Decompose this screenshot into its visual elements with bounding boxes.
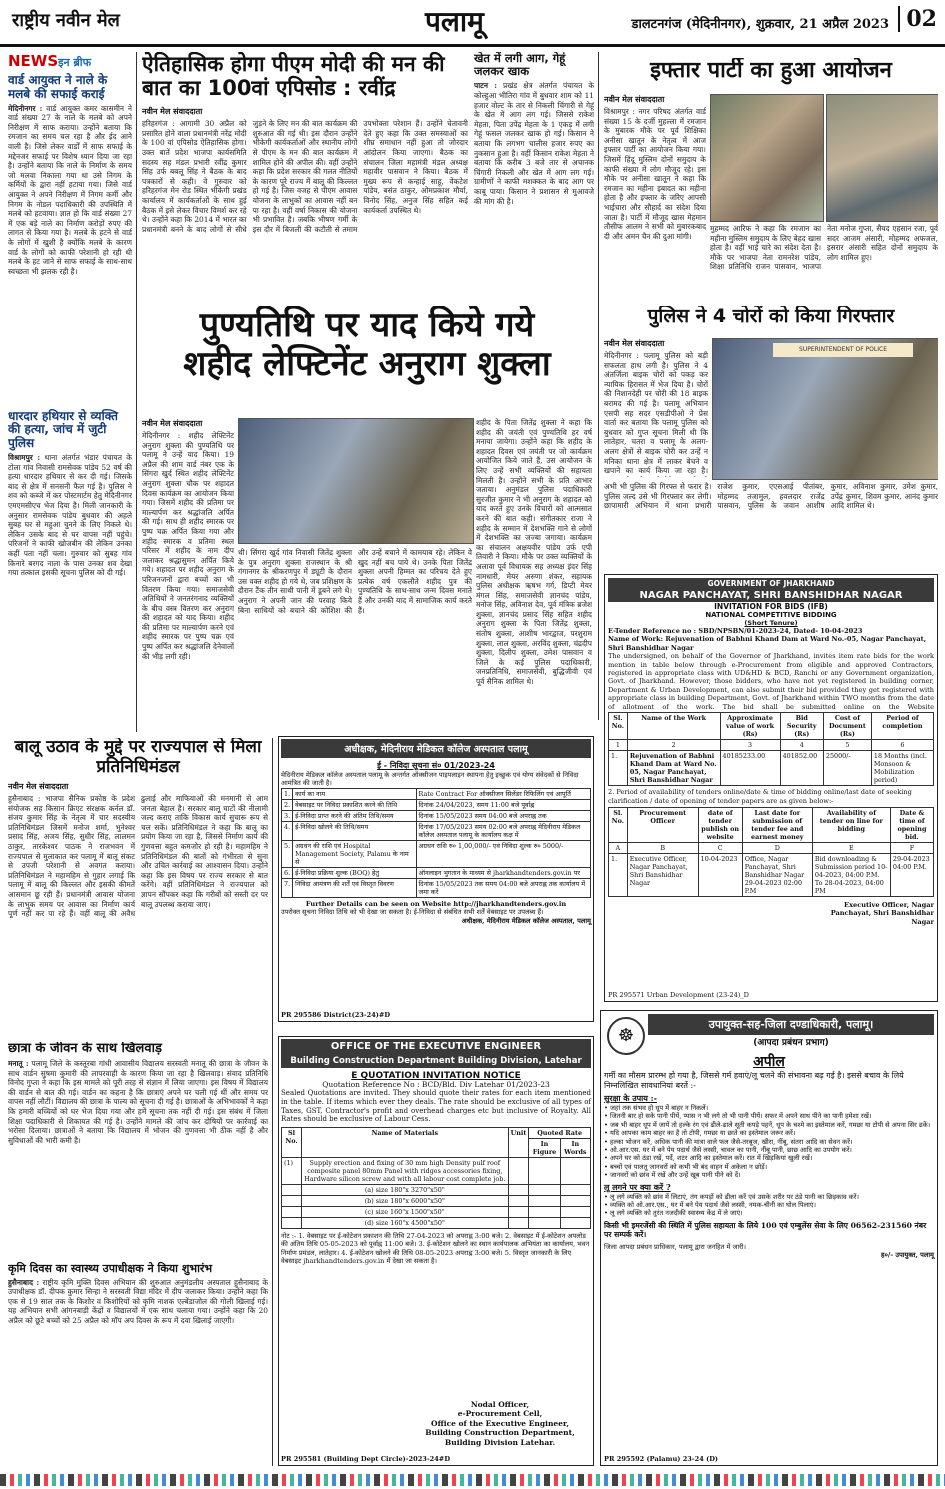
bld-r2-c1: (b) size 180"x 6000"x50" bbox=[301, 1195, 508, 1206]
building-quotation-ad bbox=[278, 1036, 594, 1466]
jh-t1-h4: Cost of Document (Rs) bbox=[823, 713, 871, 740]
mann-ki-baat-article bbox=[142, 52, 468, 302]
bld-notes: नोट :- 1. वेबसाइट पर ई-कोटेशन प्रकाशन की तिथि 27-04-2023 को अपराह्न 3:00 बजे। 2. वेबसाइट में ई-कोटेशन अपलोड की अंतिम तिथि 05-05-2023 को पूर्वाह्न 11:00 बजे। 3. ई-कोटेशन खोलने का स्थान कार्यपालक अभियंता का कार्यालय, भवन निर्माण प्रमंडल, लातेहार। 4. ई-कोटेशन खोलने की तिथि 08-05-2023 अपराह्न 3:00 बजे। 5. विस्तृत जानकारी के लिए वेबसाइट jharkhandtenders.gov.in में देखा जा सकता है। bbox=[281, 1231, 590, 1265]
bld-h3: Quoted Rate bbox=[529, 1127, 591, 1138]
police-headline: पुलिस ने 4 चोरों को किया गिरफ्तार bbox=[647, 306, 895, 327]
dc-b1-3: यदि आपका काम बाहर का है तो टोपी, गमछा या छाते का इस्तेमाल जरूर करें। bbox=[610, 1129, 796, 1138]
police-body: मेदिनीनगर : पलामू पुलिस को बड़ी सफलता हाथ लगी है। पुलिस ने 4 अंतर्जिला बाइक चोरों को पकड़ कर न्यायिक हिरासत में भेज दिया है। चोरों की निशानदेही पर चोरी की 18 बाइक बरामद की गई है। पलामू अभियान एसपी सह सदर एसडीपीओ ने प्रेस वार्ता कर बताया कि पलामू पुलिस को बुधवार को गुप्त सूचना मिली थी कि लातेहार, चतरा व पलामू के अलग-अलग क्षेत्रों से बाइक चोरी कर उन्हें न मनिका थाना क्षेत्र में लाकर बेचने व खपाने का कार्य किया जा रहा है। bbox=[604, 351, 708, 476]
jh-t2-i2: C bbox=[698, 843, 742, 854]
jh-gov: GOVERNMENT OF JHARKHAND bbox=[608, 578, 934, 589]
iftar-text-col bbox=[604, 94, 706, 294]
bld-ref: Quotation Reference No : BCD/Bld. Div Latehar 01/2023-23 bbox=[322, 1080, 550, 1089]
column-rule bbox=[272, 738, 273, 1466]
bld-r2-c2 bbox=[508, 1195, 529, 1206]
jh-t1-c0: 1. bbox=[609, 751, 628, 786]
med-r6-c2: दिनांक 15/05/2023 तक समय 04:00 बजे अपराह्न तक कार्यालय में जमा करें bbox=[416, 878, 590, 897]
med-title: अधीक्षक, मेदिनीराय मेडिकल कॉलेज अस्पताल पलामू bbox=[281, 739, 591, 758]
news-brief-logo bbox=[8, 52, 132, 70]
med-sign: अधीक्षक, मेदिनीराय मेडिकल कॉलेज अस्पताल, पलामू bbox=[461, 916, 591, 925]
list-item: • जानवरों को छांव में रखें और उन्हें खूब पानी पीने को दें। bbox=[604, 1171, 741, 1180]
dc-b1-8: जानवरों को छांव में रखें और उन्हें खूब पानी पीने को दें। bbox=[610, 1171, 741, 1180]
jh-sign: Executive Officer, Nagar Panchayat, Shri Banshidhar Nagar bbox=[830, 901, 934, 926]
jh-t2-c5: 29-04-2023 04:00 P.M. bbox=[890, 854, 933, 897]
dc-b1-4: हल्का भोजन करें, अधिक पानी की मात्रा वाले फल जैसे-तरबूज, खीरा, नींबू, संतरा आदि का सेवन करें। bbox=[610, 1137, 853, 1146]
jh-t2-c1: Executive Officer, Nagar Panchayat, Shri Banshidhar Nagar bbox=[627, 854, 698, 897]
jh-intro: The undersigned, on behalf of the Governor of Jharkhand, invites item rate bids for the work mention in table below through e-Procurement from eligible and approved Contractors, registered in appropriate class with UD&HD & BCD, Ranchi or any Government organization, Govt. of Jharkhand. However, those bidders, who have not yet registered in building corner, Department & Urban Development, can also submit their bid provided they get registered with appropriate class in building Department, Govt. of Jharkhand within TWO months from the date of allotment of the work. The bid shall be submitted online on the Website bbox=[608, 652, 934, 711]
jh-t1-h5: Period of completion bbox=[871, 713, 933, 740]
med-r6-c0: 7. bbox=[282, 878, 293, 897]
jh-t2-h4: Availability of tender on line for bidding bbox=[812, 808, 890, 843]
list-item: • जितनी बार हो सके पानी पीयें, प्यास न भी लगे तो भी पानी पीयें। सफर में अपने साथ पीने का पानी हमेशा रखें। bbox=[604, 1112, 872, 1121]
jh-t1-h0: Sl. No. bbox=[609, 713, 628, 740]
med-r2-c0: 3. bbox=[282, 810, 293, 821]
bld-h0: Sl No. bbox=[282, 1127, 302, 1157]
dc-appeal: अपील bbox=[753, 1054, 785, 1070]
dc-intro: गर्मी का मौसम प्रारम्भ हो गया है, जिससे गर्म हवाएं/लू चलने की संभावना बढ़ गई है। इससे बचाव के लिये निम्नलिखित सावधानियां बरतें :- bbox=[604, 1071, 904, 1090]
dc-b2-1: व्यक्ति को ओ.आर.एस., घर में बने पेय पदार्थ जैसे लस्सी, नमक-चीनी का घोल पिलाएं। bbox=[610, 1201, 816, 1210]
med-r5-c1: ई-निविदा प्रक्रिया शुल्क (BOQ) हेतु bbox=[293, 867, 416, 878]
bld-r0-c0: (1) bbox=[282, 1157, 302, 1184]
bld-r2-c0 bbox=[282, 1195, 302, 1206]
jh-work-name: Name of Work: Rejuvenation of Babhni Khand Dam at Ward No.-05, Nagar Panchayat, Shri Banshidhar Nagar bbox=[608, 635, 926, 652]
brief-text-2: थाना अंतर्गत भंडार पंचायत के टोला गांव निवासी रामसेवक पांडेय 52 वर्ष की हत्या धारदार हथियार से कर दी गई। जिसके बाद से क्षेत्र में सनसनी फैल गई है। पुलिस ने शव को कब्जे में कर पोस्टमार्टम हेतु मेदिनीनगर एमएमसीएच भेज दिया है। मिली जानकारी के अनुसार रामसेवक पांडेय बुधवार की अहले सुबह घर से महुआ चुनने के लिए निकले थे। लेकिन उसके बाद से घर वापस नहीं पहुंचे। परिजनों ने काफी खोजबीन की लेकिन उनका कहीं पता नहीं चला। गुरुवार को सुबह गांव किनारे बरगद नाला के पास उनका शव देखा गया तत्काल इसकी सूचना पुलिस को दी गई। bbox=[8, 452, 132, 578]
jh-t2-i3: D bbox=[742, 843, 812, 854]
jharkhand-tender-ad bbox=[604, 574, 938, 1002]
med-r2-c2: दिनांक 15/05/2023 समय 04:00 बजे अपराह्न तक bbox=[416, 810, 590, 821]
med-r5-c0: 6. bbox=[282, 867, 293, 878]
table-row bbox=[282, 788, 591, 799]
table-row bbox=[282, 1184, 591, 1195]
dc-section2: लू लगने पर क्या करें ? bbox=[604, 1181, 671, 1192]
jh-t1-i1: 2 bbox=[627, 740, 720, 751]
table-row bbox=[282, 840, 591, 867]
jh-t2-i4: E bbox=[812, 843, 890, 854]
med-r6-c1: निविदा आमंत्रण की शर्तें एवं विस्तृत विवरण bbox=[293, 878, 416, 897]
med-r3-c2: दिनांक 17/05/2023 समय 02:00 बजे अपराह्न मेदिनीराय मेडिकल कॉलेज अस्पताल पलामू के कार्यालय कक्ष में bbox=[416, 821, 590, 840]
dc-bullets-2 bbox=[604, 1193, 934, 1218]
worm-day-text: राष्ट्रीय कृमि मुक्ति दिवस अभियान की शुरुआत अनुमंडलीय अस्पताल हुसैनाबाद के उपाधीक्षक डॉ. दीपक कुमार सिन्हा ने सरस्वती विद्या मंदिर में दीप जलाकर किया। उन्होंने कहा कि एक से 19 साल तक के किशोर व किशोरियों को कृमि नाशक एल्बेंडाजोल की गोली खिलाई गई। यह अभियान सभी आंगनबाड़ी केंद्रों व विद्यालयों में एक साथ चलाया गया। उन्होंने कहा कि 20 अप्रैल को छूटे बच्चों को 25 अप्रैल को मॉप अप दिवस के रूप में दवा खिलाई जाएगी। bbox=[8, 1277, 268, 1325]
brief-byline-2: विश्रामपुर : bbox=[8, 452, 41, 462]
mann-ki-baat-body: हरिहरगंज : आगामी 30 अप्रैल को प्रसारित होने वाला प्रधानमंत्री नरेंद्र मोदी के 100 वां एपिसोड ऐतिहासिक होगा। उक्त बातें प्रदेश भाजपा कार्यसमिति सदस्य सह मंडल प्रभारी रवींद्र कुमार सिंह उर्फ बबलू सिंह ने बैठक के बाद पत्रकारों से कही। वे गुरुवार को हरिहरगंज मेन रोड स्थित भीकेगी प्रखंड कार्यालय में कार्यकर्ताओं के साथ हुई बैठक में इसे लेकर विचार विमर्श कर रहे थे। उन्होंने कहा कि 2014 में भारत का प्रधानमंत्री बनने के बाद लोगों से सीधे जुड़ने के लिए मन की बात कार्यक्रम की शुरुआत की गई थी। इस दौरान उन्होंने भीकेगी कार्यकर्ताओं और स्थानीय लोगों से पीएम के मन की बात कार्यक्रम में शामिल होने की अपील की। वहीं उन्होंने कहा कि प्रदेश सरकार की गलत नीतियों के कारण पूरे राज्य में बालू की किल्लत हो गई है। जिस वजह से पीएम आवास योजना के लाभुकों का आवास नहीं बन पा रहा है। वहीं वर्षा निकास की योजना भी प्रभावित है। जबकि भीषण गर्मी के इस दौर में बिजली की कटौती से तमाम उपभोक्ता परेशान हैं। उन्होंने चेतावनी देते हुए कहा कि उक्त समस्याओं का शीघ्र समाधान नहीं हुआ तो जोरदार आंदोलन किया जाएगा। बैठक का संचालन जिला महामंत्री मंडल अध्यक्ष महावीर पासवान ने किया। बैठक में मुख्य रूप से कन्हाई साहू, वेंकटेश पांडेय, बसंत ठाकुर, ओमप्रकाश मौर्या, विनोद सिंह, अनुज सिंह सहित कई कार्यकर्ता उपस्थित थे। bbox=[142, 119, 468, 234]
bld-r0-c2 bbox=[508, 1157, 529, 1184]
bld-sign bbox=[415, 1400, 585, 1447]
jh-t1-h3: Bid Security (Rs) bbox=[780, 713, 823, 740]
section-title: पलामू bbox=[425, 5, 484, 38]
sand-body: हुसैनाबाद : भाजपा सैनिक प्रकोष्ठ के प्रदेश संयोजक सह किसान क्रिएट संरक्षक कर्नल डॉ. संजय कुमार सिंह के नेतृत्व में चार सदस्यीय प्रतिनिधिमंडल जिसमें मनोज शर्मा, भुनेश्वर प्रसाद सिंह, अजय सिंह, सुधीर सिंह, लालमन ठाकुर, तारकेश्वर पाठक ने राजभवन में राज्यपाल से मुलाकात कर पलामू में बालू संकट से उपजी परेशानी से अवगत कराया। प्रतिनिधिमंडल ने महामहिम से गुहार लगाई कि पलामू में बालू की किल्लत और इसकी कीमतें आसमान छू रही हैं। प्रधानमंत्री आवास योजना के लाभुक समय पर आवास का निर्माण कार्य पूर्ण नहीं कर पा रहे हैं। वहीं बालू की अवैध ढुलाई और माफियाओं की मनमानी से आम जनता बेहाल है। सरकार बालू घाटों की नीलामी जल्द कराए ताकि विकास कार्य सुचारू रूप से चल सकें। प्रतिनिधिमंडल ने कहा कि बालू का प्रयोग किया जा रहा है, जिससे निर्माण कार्य की गुणवत्ता बहुत कमजोर हो रही है। महामहिम ने प्रतिनिधिमंडल की बातों को गंभीरता से सुना और उचित कार्रवाई का आश्वासन दिया। उन्होंने कहा कि इस विषय पर राज्य सरकार से बात करेंगे। वहीं प्रतिनिधिमंडल ने राज्यपाल को ज्ञापन सौंपकर कहा कि गरीबों को सस्ती दर पर बालू उपलब्ध कराया जाए। bbox=[8, 794, 268, 919]
jh-t1-h1: Name of the Work bbox=[627, 713, 720, 740]
jh-t2-i1: B bbox=[627, 843, 698, 854]
jh-invite: INVITATION FOR BIDS (IFB) bbox=[714, 602, 828, 611]
jh-t1-c4: 25000/- bbox=[823, 751, 871, 786]
wheat-fire-text: प्रखंड क्षेत्र अंतर्गत पंचायत के कोल्हुआ भीतिरा गांव में बुधवार शाम को 11 हजार वोल्ट के तार से निकली चिंगारी से गेहूं के खेत में आग लग गई। जिससे राकेश मेहता, पिता उपेंद्र मेहता के 1 एकड़ में लगी गेहूं फसल जलकर खाक हो गई। किसान ने बताया कि लगभग चालीस हजार रुपए का नुकसान हुआ है। वहीं किसान राकेश मेहता ने बताया कि करीब 3 बजे तार से अचानक चिंगारी निकली और खेत में आग लग गई। ग्रामीणों ने काफी मशक्कत के बाद आग पर काबू पाया। किसान ने प्रशासन से मुआवजे की मांग की है। bbox=[474, 81, 594, 206]
mann-ki-baat-headline: ऐतिहासिक होगा पीएम मोदी की मन की बात का 100वां एपिसोड : रवींद्र bbox=[142, 52, 445, 101]
anurag-photo bbox=[238, 418, 474, 544]
bld-r3-c1: (c) size 160"x 1500"x50" bbox=[301, 1206, 508, 1217]
med-pr: PR 295586 District(23-24)#D bbox=[281, 1010, 391, 1019]
bld-r1-c1: (a) size 180"x 3270"x50" bbox=[301, 1184, 508, 1195]
med-r0-c0: 1. bbox=[282, 788, 293, 799]
jh-ncb: NATIONAL COMPETITIVE BIDDING bbox=[705, 611, 837, 619]
medical-tender-ad bbox=[278, 736, 594, 1022]
list-item: • ओ.आर.एस. घर में बने पेय पदार्थ जैसे लस्सी, चावल का पानी, नींबू पानी, छाछ आदि का उपयोग करें। bbox=[604, 1146, 852, 1155]
worm-day-byline: हुसैनाबाद : bbox=[8, 1277, 40, 1287]
bld-r4-c2 bbox=[508, 1217, 529, 1228]
bld-r3-c4 bbox=[560, 1206, 590, 1217]
table-row bbox=[282, 821, 591, 840]
jh-note2: 2. Period of availability of tenders online/date & time of bidding online/last date of seeking clarification / date of opening of tender papers are as given below:- bbox=[608, 788, 912, 805]
med-r1-c2: दिनांक 24/04/2023, समय 11:00 बजे पूर्वाह्न bbox=[416, 799, 590, 810]
dc-b1-6: अपने घर को ठंडा रखें, पर्दे, शटर आदि का इस्तेमाल करें। रात में खिड़कियां खुली रखें। bbox=[610, 1154, 813, 1163]
iftar-body: विश्रामपुर : नगर परिषद अंतर्गत वार्ड संख्या 15 के दर्जी मुहल्ला में रमजान के मुबारक मौके पर पूर्व शिक्षिका अनीसा खातून के नेतृत्व में आज इफ्तार पार्टी का आयोजन किया गया। जिसमें हिंदू मुस्लिम दोनों समुदाय के काफी संख्या में लोग मौजूद रहे। इस मौके पर अनीसा खातून ने कहा कि रमजान का महीना इबादत का महीना होता है और इफ्तार के जरिए आपसी भाईचारा और सौहार्द का संदेश दिया जाता है। पार्टी में मौजूद खास मेहमान तौसीफ आलम ने सभी को मुबारकबाद दी और अमन चैन की दुआ मांगी। bbox=[604, 107, 706, 241]
med-subtitle: ई - निविदा सूचना सं० 01/2023-24 bbox=[377, 761, 495, 770]
iftar-photo-2 bbox=[826, 94, 938, 222]
table-row bbox=[609, 751, 934, 786]
brief-text-1: वार्ड आयुक्त कमर कासमीन ने वार्ड संख्या 27 के नाले के मलबे को अपने निरीक्षण में साफ कराया। उन्होंने बताया कि रमजान का समय चल रहा है और ईद आने वाली है। जिसे लेकर वार्डों में साफ सफाई के मद्देनजर सफाई पर विशेष ध्यान दिया जा रहा है। उन्होंने बताया कि नाले के निर्माण के समय जो मलवा निकाला गया था उसे निगम के कर्मियों के द्वारा नहीं हटाया गया। जिसे वार्ड आयुक्त ने अपने निरीक्षण में निगम कर्मी और निगम के नोडल पदाधिकारी की उपस्थिति में मलबे को हटवाया। ज्ञात हो कि वार्ड संख्या 27 में एक बड़े नाले का निर्माण करोड़ों रुपए की लागत से किया गया है। मलबे के हटने से वार्ड के लोगों में खुशी है क्योंकि मलबे के कारण वार्ड के लोगों को काफी परेशानी हो रही थी मलबे के हट जाने से साफ सफाई के साथ-साथ स्वच्छता भी झलक रही है। bbox=[8, 103, 132, 276]
table-row bbox=[609, 854, 934, 897]
jh-t2-c4: Bid downloading & Submission period 10-04-2023, 04:00 P.M. To 28-04-2023, 04:00 PM bbox=[812, 854, 890, 897]
list-item: • लू लगे व्यक्ति को तुरंत नजदीकी स्वास्थ्य केंद्र में ले जाएं। bbox=[604, 1209, 743, 1218]
iftar-headline: इफ्तार पार्टी का हुआ आयोजन bbox=[650, 58, 892, 83]
bld-r1-c4 bbox=[560, 1184, 590, 1195]
bld-r2-c3 bbox=[529, 1195, 560, 1206]
emblem-icon: ☸ bbox=[607, 1017, 645, 1055]
table-row bbox=[282, 799, 591, 810]
med-r3-c0: 4. bbox=[282, 821, 293, 840]
jh-pr: PR 295571 Urban Development (23-24)_D bbox=[608, 990, 749, 999]
med-r4-c1: अग्रधन की राशि एवं Hospital Management Society, Palamu के नाम से bbox=[293, 840, 416, 867]
med-r4-c2: अग्रधन राशि रु० 1,00,000/- एवं निविदा शुल्क रु० 5000/- bbox=[416, 840, 590, 867]
bld-h1: Name of Materials bbox=[301, 1127, 508, 1157]
bld-r4-c4 bbox=[560, 1217, 590, 1228]
brief-headline-1: वार्ड आयुक्त ने नाले के मलबे की सफाई कराई bbox=[8, 73, 108, 101]
deputy-commissioner-ad bbox=[600, 1010, 938, 1466]
page-number: 02 bbox=[898, 6, 937, 32]
jh-t1-i0: 1 bbox=[609, 740, 628, 751]
bld-title: E QUOTATION INVITATION NOTICE bbox=[351, 1071, 521, 1081]
anurag-headline-2: शहीद लेफ्टिनेंट अनुराग शुक्ला bbox=[183, 344, 551, 385]
jh-t2-c2: 10-04-2023 bbox=[698, 854, 742, 897]
wheat-fire-byline: पाटन : bbox=[474, 81, 497, 91]
bld-sign-l3: Building Division Latehar. bbox=[444, 1437, 556, 1447]
anurag-byline: नवीन मेल संवाददाता bbox=[142, 418, 203, 428]
med-r3-c1: ई-निविदा खोलने की तिथि/समय bbox=[293, 821, 416, 840]
bld-r1-c0 bbox=[282, 1184, 302, 1195]
dc-pr: PR 295592 (Palamu) 23-24 (D) bbox=[604, 1454, 719, 1463]
bld-pr: PR 295581 (Building Dept Circle)-2023-24#D bbox=[281, 1454, 451, 1463]
med-r2-c1: ई-निविदा प्राप्त करने की अंतिम तिथि/समय bbox=[293, 810, 416, 821]
news-logo-sub: इन ब्रीफ bbox=[58, 56, 92, 69]
worm-day-headline: कृमि दिवस का स्वास्थ्य उपाधीक्षक ने किया शुभारंभ bbox=[8, 1261, 213, 1275]
dc-b1-5: ओ.आर.एस. घर में बने पेय पदार्थ जैसे लस्सी, चावल का पानी, नींबू पानी, छाछ आदि का उपयोग करें। bbox=[610, 1146, 852, 1155]
bld-r3-c0 bbox=[282, 1206, 302, 1217]
bld-r3-c3 bbox=[529, 1206, 560, 1217]
table-row bbox=[282, 1206, 591, 1217]
iftar-photo-1 bbox=[710, 94, 824, 222]
news-brief-column bbox=[8, 52, 132, 732]
iftar-byline: नवीन मेल संवाददाता bbox=[604, 94, 665, 104]
bld-line1: OFFICE OF THE EXECUTIVE ENGINEER bbox=[281, 1039, 591, 1054]
bld-table bbox=[281, 1127, 591, 1229]
student-headline: छात्रा के जीवन के साथ खिलवाड़ bbox=[8, 1042, 162, 1056]
list-item: • बच्चों एवं पालतू जानवरों को कभी भी बंद वाहन में अकेला न छोड़ें। bbox=[604, 1162, 768, 1171]
column-rule bbox=[136, 52, 137, 732]
jh-t1-c5: 18 Months (incl. Monsoon & Mobilization period) bbox=[871, 751, 933, 786]
dc-subtitle: (आपदा प्रबंधन प्रभाग) bbox=[753, 1038, 829, 1048]
bld-r0-c1: Supply erection and fixing of 30 mm high Density pulf roof composite panel 80mm Panel with ridges accessories fixing, Hardware silicon screw and with all labour cost complete job. bbox=[301, 1157, 508, 1184]
dc-sign2: ह०/- उपायुक्त, पलामू bbox=[880, 1251, 934, 1260]
jh-t2-h1: Procurement Officer bbox=[627, 808, 698, 843]
jh-t1-c1: Rejuvenation of Babhni Khand Dam at Ward No. 05, Nagar Panchayat, Shri Banshidhar Nagar bbox=[627, 751, 720, 786]
anurag-body-2: थी। सिंगरा खुर्द गांव निवासी जितेंद्र शुक्ला के पुत्र अनुराग शुक्ला राजस्थान के श्री गंगानगर के श्रीकरणपुर में ड्यूटी के दौरान उस वक्त शहीद हो गये थे, जब प्रशिक्षण के दौरान टैंक तीन साथी पानी में डूबने लगे थे। अनुराग ने अपनी जान की परवाह किये बिना साथियों को बचाने की कोशिश की और उन्हें बचाने में कामयाब रहे। लेकिन वे खुद नहीं बच पाये थे। उनके पिता जितेंद्र शुक्ला अपनी हिम्मत का परिचय देते हुए प्रत्येक वर्ष एकलौते शहीद पुत्र की पुण्यतिथि के साथ-साथ जन्म दिवस मनाते हैं और उनकी याद में सामाजिक कार्य करते हैं। bbox=[238, 548, 472, 615]
student-body bbox=[8, 1059, 268, 1259]
jh-t2-c3: Office, Nagar Panchayat, Shri Banshidhar Nagar 29-04-2023 02:00 P.M bbox=[742, 854, 812, 897]
wheat-fire-headline: खेत में लगी आग, गेहूं जलकर खाक bbox=[474, 52, 566, 79]
jh-t2-h2: date of tender publish on website bbox=[698, 808, 742, 843]
jh-t1-i3: 4 bbox=[780, 740, 823, 751]
med-table bbox=[281, 788, 591, 898]
dc-closing: किसी भी इमरजेंसी की स्थिति में पुलिस सहायता के लिये 100 एवं एम्बुलेंस सेवा के लिए 06562-231560 नंबर पर सम्पर्क करें। bbox=[604, 1220, 927, 1240]
dc-b2-0: लू लगे व्यक्ति को छांव में लिटाएं, तंग कपड़ों को ढीला करें एवं उसके शरीर पर ठंडे पानी का छिड़काव करें। bbox=[610, 1192, 859, 1201]
jh-t2-h3: Last date for submission of tender fee and earnest money bbox=[742, 808, 812, 843]
bld-sh1: In Words bbox=[560, 1138, 590, 1157]
med-note: उपरोक्त सूचना निविदा तिथि को भी देखा जा सकता है। ई-निविदा से संबंधित सभी शर्तें वेबसाइट पर उपलब्ध हैं। bbox=[281, 908, 544, 917]
jh-ref: E-Tender Reference no : SBD/NPSBN/01-2023-24, Dated- 10-04-2023 bbox=[608, 627, 863, 635]
jh-t1-i4: 5 bbox=[823, 740, 871, 751]
student-byline: मनातू : bbox=[8, 1058, 29, 1068]
bld-r0-c4 bbox=[560, 1157, 590, 1184]
police-article bbox=[604, 306, 938, 568]
brief-body-1 bbox=[8, 104, 132, 404]
mann-ki-baat-byline: नवीन मेल संवाददाता bbox=[142, 106, 203, 117]
registration-strip bbox=[0, 1474, 945, 1486]
list-item: • यदि आपका काम बाहर का है तो टोपी, गमछा या छाते का इस्तेमाल जरूर करें। bbox=[604, 1129, 796, 1138]
bld-r3-c2 bbox=[508, 1206, 529, 1217]
news-logo-main: NEWS bbox=[8, 52, 59, 70]
brief-byline-1: मेदिनीनगर : bbox=[8, 103, 43, 113]
list-item: • जब भी बाहर धूप में जायें तो हल्के रंग एवं ढीले-ढाले सूती कपड़े पहनें, धूप के चश्मे का इस्तेमाल करें, गमछा या टोपी से अपना सिर ढकें। bbox=[604, 1120, 931, 1129]
bld-r2-c4 bbox=[560, 1195, 590, 1206]
bld-sign-l0: e-Procurement Cell, bbox=[457, 1409, 543, 1419]
list-item: • अपने घर को ठंडा रखें, पर्दे, शटर आदि का इस्तेमाल करें। रात में खिड़कियां खुली रखें। bbox=[604, 1154, 813, 1163]
jh-org: NAGAR PANCHAYAT, SHRI BANSHIDHAR NAGAR bbox=[608, 589, 934, 602]
jh-t1-c3: 401852.00 bbox=[780, 751, 823, 786]
jh-t2-h0: Sl. No. bbox=[609, 808, 628, 843]
dc-bullets-1 bbox=[604, 1104, 934, 1180]
bld-line2: Building Construction Department Building Division, Latehar bbox=[281, 1054, 591, 1068]
table-row bbox=[282, 1217, 591, 1228]
dc-section1: सुरक्षा के उपाय :- bbox=[604, 1093, 657, 1103]
dc-b1-0: जहां तक संभव हो धूप में बाहर न निकलें। bbox=[610, 1104, 709, 1112]
anurag-body-3: शहीद के पिता जितेंद्र शुक्ला ने कहा कि शहीद की जयंती एवं पुण्यतिथि हर वर्ष मनाया जायेगा। उन्होंने कहा कि शहीद के शहादत दिवस एवं जयंती पर जो कार्यक्रम आयोजित किये जाते हैं, उस आयोजन के लिए उन्हें सभी व्यक्तियों की सहायता मिलती है। उन्होंने सभी के प्रति आभार जताया। अनुमंडल पुलिस पदाधिकारी सुरजीत कुमार ने भी अनुराग के शहादत को याद करते हुए उनके विचारों को आत्मसात करने की बात कही। संगीतकार राजा ने शहीद के सम्मान में देशभक्ति गाने से लोगों में देशभक्ति का जज्बा जगाया। कार्यक्रम का संचालन अक्षयवीर पांडेय उर्फ एपी तिवारी ने किया। मौके पर उक्त व्यक्तियों के अलावा पूर्व विधायक सह अध्यक्ष इंदर सिंह नामधारी, मेयर अरुणा शंकर, सहायक पुलिस अधीक्षक ऋषभ गर्ग, डिप्टी मेयर मंगल सिंह, समाजसेवी ज्ञानचंद पांडेय, मनोज सिंह, अविनाश देव, पूर्व मंत्रिक ब्रजेश शुक्ला, ज्ञानचंद प्रसाद सिंह सहित शहीद अनुराग शुक्ला के पिता जितेंद्र शुक्ला, संतोष शुक्ला, आशीष भारद्वाज, परशुराम शुक्ला, लाल शुक्ला, अरविंद शुक्ला, चंद्रदीप शुक्ला, दिलीप शुक्ला, उमेश पासवान व जिले के कई पुलिस पदाधिकारी, जनप्रतिनिधि, समाजसेवी, बुद्धिजीवी एवं पूर्व सैनिक शामिल थे। bbox=[476, 418, 592, 687]
list-item: • हल्का भोजन करें, अधिक पानी की मात्रा वाले फल जैसे-तरबूज, खीरा, नींबू, संतरा आदि का सेवन करें। bbox=[604, 1137, 853, 1146]
list-item: • जहां तक संभव हो धूप में बाहर न निकलें। bbox=[604, 1104, 709, 1112]
dc-b1-1: जितनी बार हो सके पानी पीयें, प्यास न भी लगे तो भी पानी पीयें। सफर में अपने साथ पीने का पानी हमेशा रखें। bbox=[610, 1112, 872, 1121]
sand-byline: नवीन मेल संवाददाता bbox=[8, 781, 69, 792]
bld-sign-l1: Office of the Executive Engineer, bbox=[431, 1418, 569, 1428]
jh-t1-i5: 6 bbox=[871, 740, 933, 751]
dc-b2-2: लू लगे व्यक्ति को तुरंत नजदीकी स्वास्थ्य केंद्र में ले जाएं। bbox=[610, 1209, 743, 1218]
bld-sh0: In Figure bbox=[529, 1138, 560, 1157]
police-photo bbox=[712, 338, 938, 480]
jh-t1-i2: 3 bbox=[720, 740, 780, 751]
jh-table-1 bbox=[608, 712, 934, 786]
dc-sign1: जिला आपदा प्रबंधन प्राधिकार, पलामू द्वारा जनहित में जारी। bbox=[604, 1243, 746, 1252]
jh-table-2 bbox=[608, 807, 934, 897]
bld-r4-c3 bbox=[529, 1217, 560, 1228]
police-banner: SUPERINTENDENT OF POLICE bbox=[773, 343, 913, 357]
iftar-caption: मुहम्मद आरिफ ने कहा कि रमजान का महीना मुस्लिम समुदाय के लिए बेहद खास होता है। वहीं भाई चारे का संदेश देता है। मौके पर भाजपा नेता रामनरेश पांडेय, शिक्षा प्रतिनिधि राजन पासवान, भाजपा नेता मनोज गुप्ता, सैयद एहसान रजा, पूर्व सदर आजम अंसारी, मोहम्मद अफजल, इसरार अंसारी सहित दोनों समुदाय के लोग शामिल हुए। bbox=[710, 224, 938, 272]
med-intro: मेदिनीराय मेडिकल कॉलेज अस्पताल पलामू के अन्तर्गत ऑक्सीजन पाइपलाइन स्थापना हेतु इच्छुक एवं योग्य संवेदकों से निविदा आमंत्रित की जाती है। bbox=[281, 771, 579, 788]
bld-r0-c3 bbox=[529, 1157, 560, 1184]
police-body-2: अभी भी पुलिस की गिरफ्त से फरार है। पुलिस जल्द उसे भी गिरफ्तार कर लेगी। छापामारी अभियान में थाना प्रभारी राजेश कुमार, एएसआई पीतांबर, मोहम्मद तजामुल, हवलदार राजेंद्र पासवान, पुलिस के जवान आशीष कुमार, अविनाश कुमार, उमेश कुमार, उपेंद्र कुमार, शिवम कुमार, आनंद कुमार आदि शामिल थे। bbox=[604, 482, 938, 511]
police-byline: नवीन मेल संवाददाता bbox=[604, 338, 665, 348]
jh-t1-c2: 40185233.00 bbox=[720, 751, 780, 786]
bld-r1-c2 bbox=[508, 1184, 529, 1195]
worm-day-body bbox=[8, 1278, 268, 1428]
student-text: पलामू जिले के कस्तूरबा गांधी आवासीय विद्यालय सरस्वती मनातू की छात्रा के जीवन के साथ वार्डन सुषमा कुमारी की लापरवाही के कारण किया जा रहा है खिलवाड़। संवाद प्रतिनिधि विनोद गुप्ता ने कहा कि इस मामले को पूरी तरह से संज्ञान में लिया जाएगा। इस विषय में विद्यालय की वार्डन से बात की गई। वार्डन का कहना है कि छात्राएं अपने घर चली गई थीं और समय पर वापस नहीं लौटीं। विद्यालय की छात्रा के पाल्य को सूचना दी गई है। छात्राओं के अभिभावकों ने कहा कि हमारी बच्चियों को घर भेज दिया गया और हमें सूचना तक नहीं दी गई। इस संबंध में जिला शिक्षा पदाधिकारी से शिकायत की गई है। उन्होंने मामले की जांच कर दोषियों पर कार्रवाई का भरोसा दिलाया। छात्राओं ने बताया कि विद्यालय में भोजन की गुणवत्ता भी ठीक नहीं है और सुविधाओं की भारी कमी है। bbox=[8, 1058, 268, 1145]
anurag-headline-1: पुण्यतिथि पर याद किये गये bbox=[199, 306, 535, 345]
jh-short: (Short Tenure) bbox=[744, 619, 798, 627]
med-r4-c0: 5. bbox=[282, 840, 293, 867]
dc-title: उपायुक्त-सह-जिला दण्डाधिकारी, पलामू। bbox=[648, 1014, 934, 1035]
table-row bbox=[282, 1195, 591, 1206]
jh-t2-h5: Date & time of opening bid. bbox=[890, 808, 933, 843]
med-r0-c2: Rate Contract For ऑक्सीजन सिलेंडर रिफिलिंग एवं आपूर्ति bbox=[416, 788, 590, 799]
brief-headline-2: धारदार हथियार से व्यक्ति की हत्या, जांच में जुटी पुलिस bbox=[8, 408, 118, 451]
brief-body-2 bbox=[8, 453, 132, 691]
bld-r1-c3 bbox=[529, 1184, 560, 1195]
jh-t2-c0: 1. bbox=[609, 854, 628, 897]
jh-t2-i5: F bbox=[890, 843, 933, 854]
med-r5-c2: ऑनलाइन भुगतान के माध्यम से jharkhandtenders.gov.in पर bbox=[416, 867, 590, 878]
list-item: • व्यक्ति को ओ.आर.एस., घर में बने पेय पदार्थ जैसे लस्सी, नमक-चीनी का घोल पिलाएं। bbox=[604, 1201, 816, 1210]
wheat-fire-article bbox=[474, 52, 594, 302]
wheat-fire-body bbox=[474, 81, 594, 291]
bld-r4-c0 bbox=[282, 1217, 302, 1228]
dc-b1-7: बच्चों एवं पालतू जानवरों को कभी भी बंद वाहन में अकेला न छोड़ें। bbox=[610, 1162, 768, 1171]
dc-b1-2: जब भी बाहर धूप में जायें तो हल्के रंग एवं ढीले-ढाले सूती कपड़े पहनें, धूप के चश्मे का इस्तेमाल करें, गमछा या टोपी से अपना सिर ढकें। bbox=[610, 1120, 931, 1129]
bld-sign-title: Nodal Officer, bbox=[470, 1399, 530, 1409]
table-row bbox=[282, 1157, 591, 1184]
table-row bbox=[282, 878, 591, 897]
list-item: • लू लगे व्यक्ति को छांव में लिटाएं, तंग कपड़ों को ढीला करें एवं उसके शरीर पर ठंडे पानी का छिड़काव करें। bbox=[604, 1192, 859, 1201]
med-r1-c1: वेबसाइट पर निविदा प्रकाशित करने की तिथि bbox=[293, 799, 416, 810]
sand-headline: बालू उठाव के मुद्दे पर राज्यपाल से मिला प्रतिनिधिमंडल bbox=[14, 738, 262, 777]
med-r0-c1: कार्य का नाम bbox=[293, 788, 416, 799]
masthead: राष्ट्रीय नवीन मेल bbox=[12, 10, 120, 31]
med-r1-c0: 2. bbox=[282, 799, 293, 810]
sand-article bbox=[8, 738, 268, 1038]
table-row bbox=[282, 867, 591, 878]
bld-r4-c1: (d) size 160"x 4500"x50" bbox=[301, 1217, 508, 1228]
bld-sign-l2: Building Construction Department, bbox=[425, 1428, 575, 1438]
column-rule bbox=[598, 52, 599, 720]
bld-h2: Unit bbox=[508, 1127, 529, 1157]
anurag-body-1: मेदिनीनगर : शहीद लेफ्टिनेंट अनुराग शुक्ला की पुण्यतिथि पर पलामू ने उन्हें याद किया। 19 अप्रैल की शाम वार्ड नंबर एक के सिंगरा खुर्द स्थित शहीद लेफ्टिनेंट अनुराग शुक्ला चौक पर शहादत दिवस कार्यक्रम का आयोजन किया गया। जिसमें शहीद की प्रतिमा पर माल्यार्पण कर श्रद्धांजलि अर्पित की गई। साथ ही शहीद स्मारक पर पुष्प चक्र अर्पित किया गया और शहीद स्मारक व प्रतिमा स्थल परिसर में शहीद के नाम दीप जलाकर श्रद्धासुमन अर्पित किये गये। शहादत पर शहीद अनुराग के परिजनजनों द्वारा बच्चों का भी वितरण किया गया। समाजसेवी अतिथियों ने जनतरंगनाद व्यक्तियों के बीच वस्त्र वितरण कर अनुराग की शहादत को याद किया। शहीद की प्रतिमा पर माल्यार्पण करने एवं शहीद स्मारक पर पुष्प चक्र एवं पुष्प अर्पित कर श्रद्धांजलि देनेवालों की भीड़ लगी रही। bbox=[142, 431, 234, 661]
jh-t1-h2: Approximate value of work (Rs) bbox=[720, 713, 780, 740]
med-further: Further Details can be seen on Website http://jharkhandtenders.gov.in bbox=[305, 899, 567, 908]
bld-intro: Sealed Quotations are invited. They should quote their rates for each item mentioned in the table. If items which ever they deals. The rate should be exclusive of all types of Taxes, GST, Contractor's profit and overhead charges etc but inclusive of Royalty. All Rates should be exclusive of Labour Cess. bbox=[281, 1089, 591, 1124]
iftar-article bbox=[604, 58, 938, 304]
dateline: डालटनगंज (मेदिनीनगर), शुक्रवार, 21 अप्रैल 2023 bbox=[631, 17, 889, 32]
anurag-col-1 bbox=[142, 418, 234, 732]
jh-t2-i0: A bbox=[609, 843, 628, 854]
police-text-col bbox=[604, 338, 708, 478]
anurag-headline-block bbox=[142, 306, 592, 414]
table-row bbox=[282, 810, 591, 821]
page-header bbox=[0, 0, 945, 47]
student-article bbox=[8, 1042, 268, 1466]
